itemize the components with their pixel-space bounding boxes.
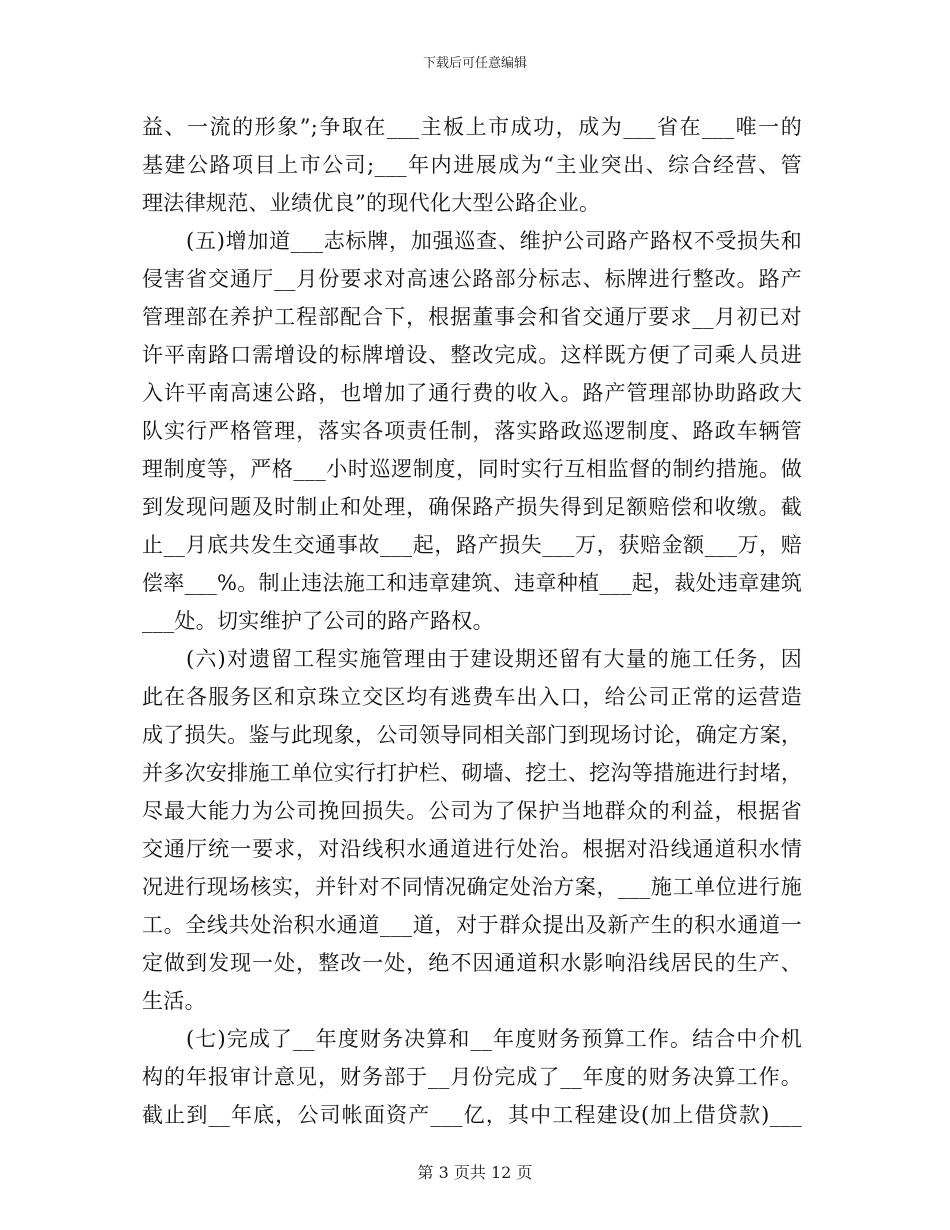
text-line: 况进行现场核实，并针对不同情况确定处治方案，___施工单位进行施 — [142, 875, 802, 899]
text-line: 截止到__年底，公司帐面资产___亿，其中工程建设(加上借贷款)___ — [142, 1103, 802, 1127]
text-line: 止__月底共发生交通事故___起，路产损失___万，获赔金额___万，赔 — [142, 533, 802, 557]
page-header: 下载后可任意编辑 — [422, 56, 527, 71]
text-line: 到发现问题及时制止和处理，确保路产损失得到足额赔偿和收缴。截 — [142, 495, 802, 519]
text-line: 工。全线共处治积水通道___道，对于群众提出及新产生的积水通道一 — [142, 913, 802, 937]
text-line: 偿率___%。制止违法施工和违章建筑、违章种植___起，裁处违章建筑 — [142, 571, 803, 595]
text-line: 生活。 — [142, 989, 206, 1013]
text-line: 定做到发现一处，整改一处，绝不因通道积水影响沿线居民的生产、 — [142, 951, 802, 975]
text-line: 管理部在养护工程部配合下，根据董事会和省交通厅要求__月初已对 — [142, 305, 802, 329]
text-line: 构的年报审计意见，财务部于__月份完成了__年度的财务决算工作。 — [142, 1065, 802, 1089]
text-line: 并多次安排施工单位实行打护栏、砌墙、挖土、挖沟等措施进行封堵， — [142, 761, 803, 785]
text-line: 许平南路口需增设的标牌增设、整改完成。这样既方便了司乘人员进 — [142, 343, 802, 367]
document-body — [142, 108, 802, 1134]
text-line: 理制度等，严格___小时巡逻制度，同时实行互相监督的制约措施。做 — [142, 457, 802, 481]
text-line: 队实行严格管理，落实各项责任制，落实路政巡逻制度、路政车辆管 — [142, 419, 802, 443]
text-line: 益、一流的形象”;争取在___主板上市成功，成为___省在___唯一的 — [142, 115, 802, 139]
text-line: 交通厅统一要求，对沿线积水通道进行处治。根据对沿线通道积水情 — [142, 837, 802, 861]
text-line: 此在各服务区和京珠立交区均有逃费车出入口，给公司正常的运营造 — [142, 685, 802, 709]
text-line: ___处。切实维护了公司的路产路权。 — [142, 609, 494, 633]
text-line: 基建公路项目上市公司;___年内进展成为“主业突出、综合经营、管 — [142, 153, 802, 177]
text-line: 入许平南高速公路，也增加了通行费的收入。路产管理部协助路政大 — [142, 381, 802, 405]
text-line: (六)对遗留工程实施管理由于建设期还留有大量的施工任务，因 — [186, 647, 802, 671]
text-line: 成了损失。鉴与此现象，公司领导同相关部门到现场讨论，确定方案， — [142, 723, 803, 747]
text-line: (七)完成了__年度财务决算和__年度财务预算工作。结合中介机 — [186, 1027, 802, 1051]
text-line: 尽最大能力为公司挽回损失。公司为了保护当地群众的利益，根据省 — [142, 799, 802, 823]
text-line: 理法律规范、业绩优良”的现代化大型公路企业。 — [142, 191, 601, 215]
page-number: 第 3 页共 12 页 — [417, 1163, 533, 1182]
text-line: (五)增加道___志标牌，加强巡查、维护公司路产路权不受损失和 — [186, 229, 802, 253]
text-line: 侵害省交通厅__月份要求对高速公路部分标志、标牌进行整改。路产 — [142, 267, 802, 291]
